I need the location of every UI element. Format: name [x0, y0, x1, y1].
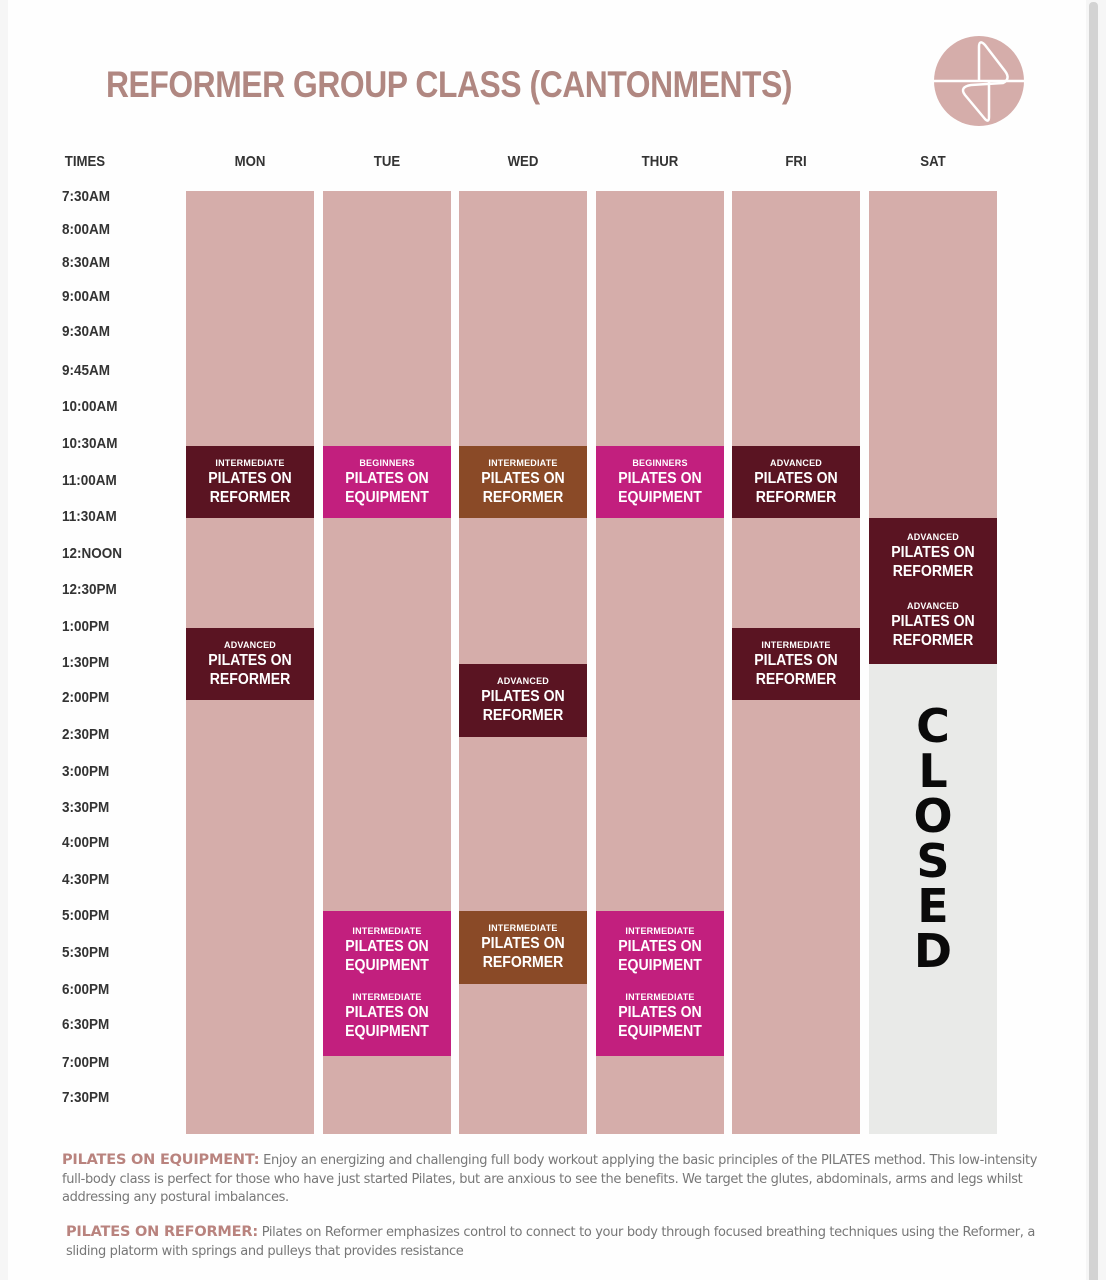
description-term: PILATES ON REFORMER: [66, 1224, 258, 1240]
times-header: TIMES [64, 153, 106, 170]
day-header-wed: WED [507, 153, 539, 170]
time-label: 5:30PM [62, 944, 110, 961]
time-label: 10:00AM [62, 398, 118, 415]
closed-block [869, 664, 997, 1134]
class-name: PILATES ON REFORMER [891, 544, 975, 580]
class-level: INTERMEDIATE [215, 457, 285, 468]
class-level: BEGINNERS [359, 457, 415, 468]
time-label: 1:00PM [62, 618, 110, 635]
time-label: 4:30PM [62, 871, 110, 888]
class-name: PILATES ON REFORMER [754, 651, 838, 688]
class-name: PILATES ON EQUIPMENT [345, 937, 429, 974]
class-level: INTERMEDIATE [761, 639, 831, 650]
day-column-tue [323, 191, 451, 1134]
class-name: PILATES ON REFORMER [891, 613, 975, 649]
class-level: BEGINNERS [632, 457, 688, 468]
class-name: PILATES ON EQUIPMENT [345, 1004, 429, 1041]
class-entry [337, 990, 437, 1043]
class-level: INTERMEDIATE [625, 992, 695, 1003]
class-level: INTERMEDIATE [352, 992, 422, 1003]
day-column-mon [186, 191, 314, 1134]
class-block[interactable] [459, 911, 587, 984]
time-label: 7:30PM [62, 1089, 110, 1106]
class-block[interactable] [186, 446, 314, 518]
time-label: 2:30PM [62, 726, 110, 743]
day-header-mon: MON [234, 153, 266, 170]
closed-letter: S [916, 834, 950, 888]
class-block[interactable] [459, 446, 587, 518]
class-level: ADVANCED [224, 639, 276, 650]
class-name: PILATES ON REFORMER [208, 469, 292, 506]
day-header-sat: SAT [920, 153, 946, 170]
time-label: 12:NOON [62, 545, 123, 562]
class-name: PILATES ON REFORMER [754, 469, 838, 506]
time-label: 12:30PM [62, 581, 117, 598]
class-block[interactable] [732, 446, 860, 518]
day-column-wed [459, 191, 587, 1134]
description-text: Enjoy an energizing and challenging full body workout applying the basic principles of the PILATES method. This low-intensity full-body class is perfect for those who have just started Pilates, but are anxious to see the benefits. We target the glutes, abdominals, arms and legs whilst addressing any postural imbalances. [62, 1153, 1038, 1205]
time-label: 10:30AM [62, 435, 118, 452]
time-label: 4:00PM [62, 834, 110, 851]
time-label: 7:00PM [62, 1054, 110, 1071]
time-label: 9:45AM [62, 362, 111, 379]
closed-letter: L [918, 744, 948, 798]
description-reformer [66, 1223, 1056, 1261]
class-level: INTERMEDIATE [625, 925, 695, 936]
time-label: 9:30AM [62, 323, 111, 340]
class-level: INTERMEDIATE [488, 923, 558, 933]
day-header-tue: TUE [373, 153, 401, 170]
studio-logo-icon [933, 35, 1025, 127]
class-name: PILATES ON REFORMER [208, 651, 292, 688]
time-label: 9:00AM [62, 288, 111, 305]
class-entry [883, 599, 983, 652]
time-label: 5:00PM [62, 907, 110, 924]
class-name: PILATES ON EQUIPMENT [618, 469, 702, 506]
class-entry [610, 924, 710, 977]
day-column-sat [869, 191, 997, 1134]
class-name: PILATES ON REFORMER [481, 688, 565, 724]
class-level: ADVANCED [907, 601, 959, 611]
time-label: 8:30AM [62, 254, 111, 271]
time-label: 3:00PM [62, 763, 110, 780]
class-name: PILATES ON EQUIPMENT [618, 1004, 702, 1041]
time-label: 6:30PM [62, 1016, 110, 1033]
class-block[interactable] [323, 446, 451, 518]
time-label: 11:30AM [62, 508, 117, 525]
day-header-thur: THUR [641, 153, 679, 170]
class-name: PILATES ON REFORMER [481, 469, 565, 506]
day-column-thur [596, 191, 724, 1134]
time-label: 3:30PM [62, 799, 110, 816]
class-name: PILATES ON REFORMER [481, 935, 565, 971]
day-column-fri [732, 191, 860, 1134]
class-block[interactable] [596, 446, 724, 518]
class-block[interactable] [459, 664, 587, 737]
page-title: REFORMER GROUP CLASS (CANTONMENTS) [106, 64, 793, 105]
class-level: ADVANCED [907, 532, 959, 542]
closed-letter: E [917, 879, 949, 933]
class-entry [610, 990, 710, 1043]
class-level: ADVANCED [497, 676, 549, 686]
description-term: PILATES ON EQUIPMENT: [62, 1152, 260, 1168]
time-label: 2:00PM [62, 689, 110, 706]
description-text: Pilates on Reformer emphasizes control to connect to your body through focused breathing techniques using the Reformer, a sliding platorm with springs and pulleys that provides resistance [66, 1225, 1035, 1259]
class-level: INTERMEDIATE [488, 457, 558, 468]
time-label: 7:30AM [62, 188, 111, 205]
class-block[interactable] [186, 628, 314, 700]
class-level: ADVANCED [770, 457, 822, 468]
closed-letter: C [916, 699, 950, 753]
class-entry [337, 924, 437, 977]
time-label: 8:00AM [62, 221, 111, 238]
class-name: PILATES ON EQUIPMENT [345, 469, 429, 506]
closed-letter: O [913, 789, 953, 843]
closed-letter: D [913, 924, 953, 978]
class-level: INTERMEDIATE [352, 925, 422, 936]
class-block-double[interactable] [596, 911, 724, 1056]
description-equipment [62, 1151, 1052, 1208]
vertical-scrollbar[interactable] [1089, 2, 1098, 1280]
time-label: 6:00PM [62, 981, 110, 998]
class-name: PILATES ON EQUIPMENT [618, 937, 702, 974]
time-label: 11:00AM [62, 472, 117, 489]
class-block-double[interactable] [869, 518, 997, 664]
time-label: 1:30PM [62, 654, 110, 671]
day-header-fri: FRI [785, 153, 807, 170]
class-entry [883, 530, 983, 583]
class-block[interactable] [732, 628, 860, 700]
class-block-double[interactable] [323, 911, 451, 1056]
